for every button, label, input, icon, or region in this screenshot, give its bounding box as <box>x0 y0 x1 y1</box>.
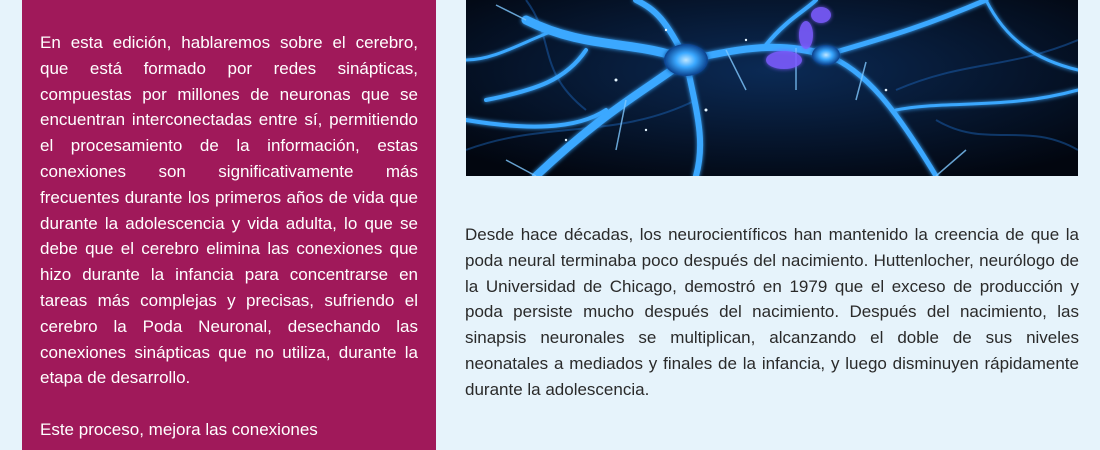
neuron-image <box>466 0 1078 176</box>
article-paragraph: Desde hace décadas, los neurocientíficos han mantenido la creencia de que la poda neural terminaba poco después del nacimiento. Huttenlocher, neurólogo de la Universidad de Chicago, demostró en 1979 que el exceso de producción y poda persiste mucho después del nacimiento. Después del nacimiento, las sinapsis neuronales se multiplican, alcanzando el doble de sus niveles neonatales a mediados y finales de la infancia, y luego disminuyen rápidamente durante la adolescencia. <box>465 225 1079 399</box>
intro-paragraph: En esta edición, hablaremos sobre el cerebro, que está formado por redes sinápticas, compuestas por millones de neuronas que se encuentran interconectadas entre sí, permitiendo el procesamiento de la información, estas conexiones son significativamente más frecuentes durante los primeros años de vida que durante la adolescencia y vida adulta, lo que se debe que el cerebro elimina las conexiones que hizo durante la infancia para concentrarse en tareas más complejas y precisas, sufriendo el cerebro la Poda Neuronal, desechando las conexiones sinápticas que no utiliza, durante la etapa de desarrollo. <box>40 33 418 388</box>
intro-paragraph-continued: Este proceso, mejora las conexiones <box>40 420 318 440</box>
intro-panel <box>22 0 436 450</box>
neuron-network-illustration <box>466 0 1078 176</box>
article-body <box>465 222 1079 403</box>
